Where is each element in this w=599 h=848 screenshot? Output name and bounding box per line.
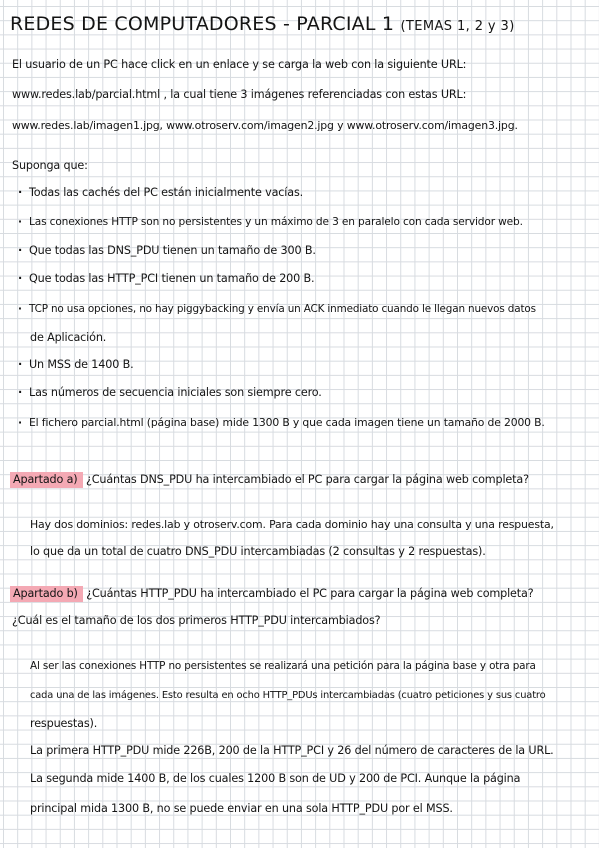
part-a-answer-line: Hay dos dominios: redes.lab y otroserv.com. Para cada dominio hay una consulta y una respuesta, [30,518,554,531]
bullet-icon: · [18,216,22,228]
part-b-question [10,586,534,601]
title-topics: (TEMAS 1, 2 y 3) [400,19,515,34]
bullet-icon: · [18,244,23,257]
bullet-icon: · [18,272,23,285]
assumption-text: Un MSS de 1400 B. [29,358,134,371]
part-b-question-text: ¿Cuántas HTTP_PDU ha intercambiado el PC para cargar la página web completa? [86,587,534,600]
part-b-answer-line: cada una de las imágenes. Esto resulta en ocho HTTP_PDUs intercambiadas (cuatro peticiones y sus cuatro [30,690,546,701]
bullet-icon: · [18,416,22,429]
part-b-answer-line: La primera HTTP_PDU mide 226B, 200 de la HTTP_PCI y 26 del número de caracteres de la URL. [30,744,554,757]
bullet-icon: · [18,303,22,315]
part-b-answer-line: respuestas). [30,717,98,730]
intro-line: www.redes.lab/parcial.html , la cual tiene 3 imágenes referenciadas con estas URL: [12,88,467,101]
intro-line: www.redes.lab/imagen1.jpg, www.otroserv.com/imagen2.jpg y www.otroserv.com/imagen3.jpg. [12,119,518,132]
assumption-text: Las conexiones HTTP son no persistentes y un máximo de 3 en paralelo con cada servidor web. [29,216,523,228]
assumption-continuation: de Aplicación. [30,331,107,344]
part-b-answer-line: principal mida 1300 B, no se puede enviar en una sola HTTP_PDU por el MSS. [30,802,453,815]
page-title [10,13,515,35]
assumption-item [18,415,545,430]
title-main: REDES DE COMPUTADORES - PARCIAL 1 [10,13,395,35]
bullet-icon: · [18,186,23,199]
assumption-text: El fichero parcial.html (página base) mide 1300 B y que cada imagen tiene un tamaño de 2000 B. [29,416,545,429]
part-a-question-text: ¿Cuántas DNS_PDU ha intercambiado el PC para cargar la página web completa? [85,473,529,486]
part-a-answer-line: lo que da un total de cuatro DNS_PDU intercambiadas (2 consultas y 2 respuestas). [30,545,486,558]
assumption-item [18,385,322,400]
part-a-label: Apartado a) [10,472,83,488]
intro-line: El usuario de un PC hace click en un enlace y se carga la web con la siguiente URL: [12,58,467,71]
bullet-icon: · [18,386,23,399]
assumption-item [18,302,536,317]
assumption-item [18,243,316,258]
part-a-question [10,472,529,487]
assumption-text: Que todas las HTTP_PCI tienen un tamaño de 200 B. [29,272,315,285]
assumption-item [18,215,523,230]
assumption-text: TCP no usa opciones, no hay piggybacking y envía un ACK inmediato cuando le llegan nuevos datos [29,303,536,315]
assumption-item [18,271,314,286]
assumption-item [18,185,303,200]
assumption-text: Todas las cachés del PC están inicialmente vacías. [29,186,304,199]
assumption-text: Las números de secuencia iniciales son siempre cero. [29,386,322,399]
part-b-label: Apartado b) [10,586,83,602]
assumptions-heading: Suponga que: [12,159,88,172]
assumption-text: Que todas las DNS_PDU tienen un tamaño de 300 B. [29,244,316,257]
part-b-answer-line: Al ser las conexiones HTTP no persistentes se realizará una petición para la página base y otra para [30,660,536,672]
assumption-item [18,357,134,372]
part-b-question-line: ¿Cuál es el tamaño de los dos primeros HTTP_PDU intercambiados? [12,614,381,627]
part-b-answer-line: La segunda mide 1400 B, de los cuales 1200 B son de UD y 200 de PCI. Aunque la página [30,772,521,785]
bullet-icon: · [18,358,23,371]
